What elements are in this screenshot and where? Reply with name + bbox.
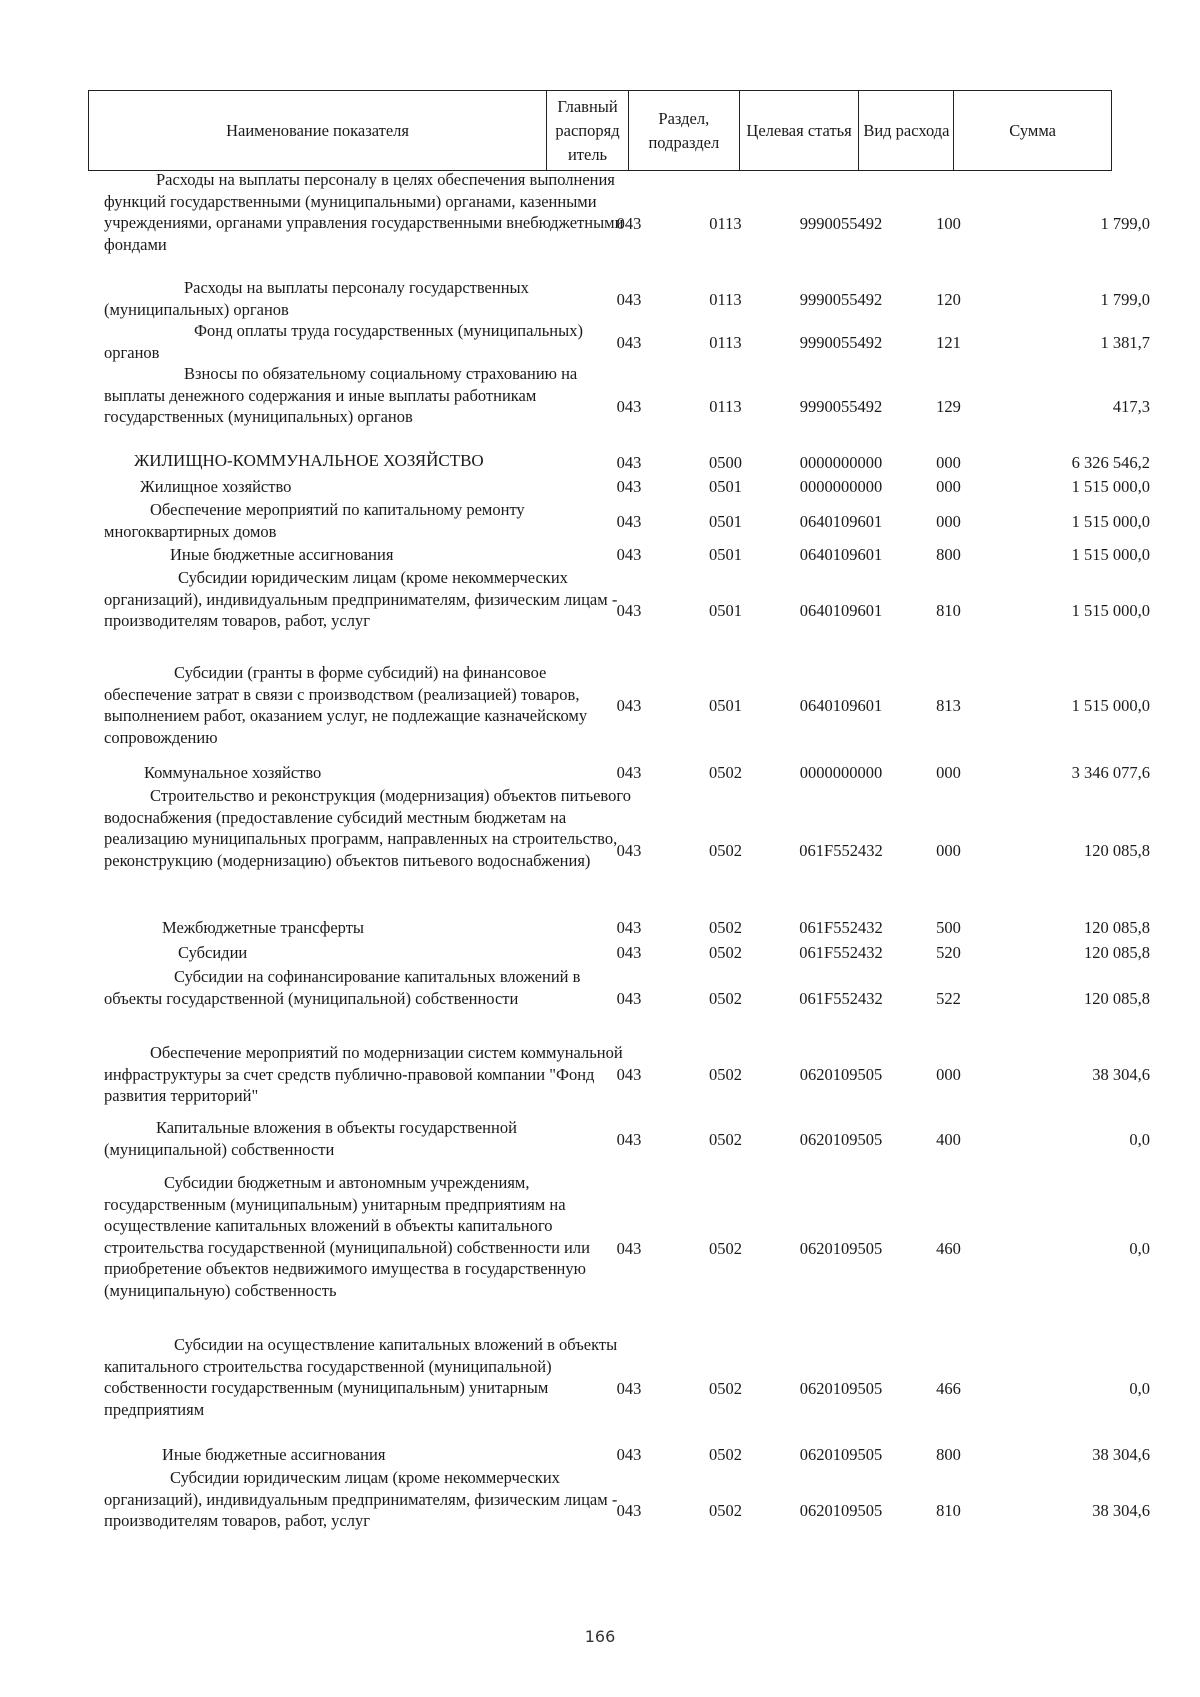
table-row	[88, 1172, 1150, 1326]
table-row	[88, 363, 1150, 451]
row-main-manager: 043	[616, 943, 642, 962]
row-sum: 38 304,6	[1092, 1065, 1150, 1084]
row-section: 0502	[709, 1379, 742, 1398]
table-row	[88, 277, 1150, 321]
row-type: 000	[936, 512, 961, 531]
row-sum: 38 304,6	[1092, 1445, 1150, 1464]
row-target: 0620109505	[799, 1130, 883, 1149]
row-main-manager: 043	[616, 1065, 642, 1084]
row-main-manager: 043	[616, 1501, 642, 1520]
row-main-manager: 043	[616, 453, 642, 472]
row-sum: 0,0	[1129, 1130, 1150, 1149]
row-section: 0501	[709, 601, 742, 620]
row-main-manager: 043	[616, 1130, 642, 1149]
row-sum: 120 085,8	[1084, 943, 1150, 962]
row-name: Субсидии	[178, 943, 248, 962]
row-name: Субсидии на осуществление капитальных вложений в объекты капитального строительства государственной (муниципальной) собственности государственным (муниципальным) унитарным предприятиям	[104, 1335, 618, 1419]
header-type: Вид расхода	[858, 91, 953, 170]
row-main-manager: 043	[616, 696, 642, 715]
row-target: 0640109601	[799, 545, 883, 564]
row-section: 0501	[709, 512, 742, 531]
row-main-manager: 043	[616, 333, 642, 352]
row-name: Обеспечение мероприятий по капитальному ремонту многоквартирных домов	[104, 500, 525, 541]
row-type: 000	[936, 841, 961, 860]
row-section: 0502	[709, 1130, 742, 1149]
row-target: 9990055492	[799, 397, 883, 416]
row-main-manager: 043	[616, 918, 642, 937]
row-section: 0501	[709, 477, 742, 496]
header-section: Раздел, подраздел	[628, 91, 739, 170]
row-target: 0640109601	[799, 601, 883, 620]
table-row	[88, 917, 1150, 941]
row-type: 100	[936, 214, 961, 233]
row-section: 0113	[709, 214, 742, 233]
row-name: Субсидии бюджетным и автономным учреждениям, государственным (муниципальным) унитарным предприятиям на осуществление капитальных вложений в объекты капитального строительства государственной (муниципальной) собственности или приобретение объектов недвижимого имущества в государственную (муниципальную) собственность	[104, 1173, 590, 1300]
row-name: Жилищное хозяйство	[140, 477, 292, 496]
row-sum: 3 346 077,6	[1071, 763, 1150, 782]
row-sum: 1 515 000,0	[1071, 477, 1150, 496]
row-main-manager: 043	[616, 397, 642, 416]
row-section: 0502	[709, 943, 742, 962]
header-sum: Сумма	[953, 91, 1111, 170]
row-type: 120	[936, 290, 961, 309]
table-row	[88, 1117, 1150, 1161]
row-target: 061F552432	[799, 989, 883, 1008]
row-section: 0502	[709, 918, 742, 937]
table-row	[88, 1042, 1150, 1108]
row-name: Расходы на выплаты персоналу государственных (муниципальных) органов	[104, 278, 529, 319]
row-target: 0620109505	[799, 1379, 883, 1398]
row-section: 0500	[709, 453, 742, 472]
table-row	[88, 1467, 1150, 1555]
row-main-manager: 043	[616, 1445, 642, 1464]
row-type: 466	[936, 1379, 961, 1398]
row-sum: 120 085,8	[1084, 841, 1150, 860]
row-main-manager: 043	[616, 477, 642, 496]
row-target: 061F552432	[799, 918, 883, 937]
table-row	[88, 320, 1150, 364]
table-row	[88, 785, 1150, 917]
row-name: ЖИЛИЩНО-КОММУНАЛЬНОЕ ХОЗЯЙСТВО	[134, 451, 484, 470]
row-sum: 1 515 000,0	[1071, 696, 1150, 715]
row-section: 0502	[709, 1239, 742, 1258]
row-name: Субсидии юридическим лицам (кроме некоммерческих организаций), индивидуальным предпринимателям, физическим лицам - производителям товаров, работ, услуг	[104, 568, 618, 631]
row-sum: 1 799,0	[1100, 214, 1150, 233]
row-name: Обеспечение мероприятий по модернизации систем коммунальной инфраструктуры за счет средств публично-правовой компании "Фонд развития территорий"	[104, 1043, 623, 1106]
row-main-manager: 043	[616, 545, 642, 564]
row-target: 9990055492	[799, 333, 883, 352]
row-target: 0620109505	[799, 1239, 883, 1258]
row-type: 810	[936, 601, 961, 620]
row-type: 129	[936, 397, 961, 416]
row-sum: 1 515 000,0	[1071, 545, 1150, 564]
table-row	[88, 942, 1150, 966]
row-main-manager: 043	[616, 763, 642, 782]
table-row	[88, 762, 1150, 786]
table-row	[88, 1334, 1150, 1444]
table-row	[88, 476, 1150, 500]
table-row	[88, 966, 1150, 1032]
row-target: 0000000000	[799, 763, 883, 782]
row-name: Иные бюджетные ассигнования	[162, 1445, 386, 1464]
row-target: 0640109601	[799, 696, 883, 715]
table-row	[88, 169, 1150, 279]
row-main-manager: 043	[616, 989, 642, 1008]
row-name: Субсидии (гранты в форме субсидий) на финансовое обеспечение затрат в связи с производством (реализацией) товаров, выполнением работ, оказанием услуг, не подлежащие казначейскому сопровождению	[104, 663, 588, 747]
row-target: 061F552432	[799, 943, 883, 962]
row-sum: 417,3	[1112, 397, 1150, 416]
header-name: Наименование показателя	[226, 120, 409, 140]
row-type: 520	[936, 943, 961, 962]
row-sum: 0,0	[1129, 1239, 1150, 1258]
header-target: Целевая статья	[739, 91, 859, 170]
row-section: 0113	[709, 290, 742, 309]
row-type: 400	[936, 1130, 961, 1149]
row-sum: 1 381,7	[1100, 333, 1150, 352]
row-main-manager: 043	[616, 601, 642, 620]
row-type: 800	[936, 545, 961, 564]
row-target: 061F552432	[799, 841, 883, 860]
table-row	[88, 450, 1150, 474]
row-main-manager: 043	[616, 841, 642, 860]
table-row	[88, 544, 1150, 568]
row-name: Иные бюджетные ассигнования	[170, 545, 394, 564]
row-section: 0501	[709, 545, 742, 564]
row-section: 0501	[709, 696, 742, 715]
row-type: 000	[936, 763, 961, 782]
row-section: 0502	[709, 841, 742, 860]
row-target: 9990055492	[799, 214, 883, 233]
row-name: Межбюджетные трансферты	[162, 918, 365, 937]
page-number: 166	[584, 1627, 616, 1646]
row-target: 0620109505	[799, 1501, 883, 1520]
row-type: 800	[936, 1445, 961, 1464]
row-name: Расходы на выплаты персоналу в целях обеспечения выполнения функций государственными (муниципальными) органами, казенными учреждениями, органами управления государственными внебюджетными фондами	[104, 170, 624, 254]
row-target: 9990055492	[799, 290, 883, 309]
row-section: 0502	[709, 763, 742, 782]
row-section: 0113	[709, 333, 742, 352]
row-sum: 0,0	[1129, 1379, 1150, 1398]
row-section: 0502	[709, 1501, 742, 1520]
row-section: 0502	[709, 989, 742, 1008]
row-target: 0620109505	[799, 1445, 883, 1464]
table-header	[88, 90, 1112, 171]
row-sum: 120 085,8	[1084, 918, 1150, 937]
row-target: 0000000000	[799, 477, 883, 496]
row-name: Строительство и реконструкция (модернизация) объектов питьевого водоснабжения (предоставление субсидий местным бюджетам на реализацию муниципальных программ, направленных на строительство, реконструкцию (модернизацию) объектов питьевого водоснабжения)	[104, 786, 631, 870]
row-section: 0502	[709, 1445, 742, 1464]
row-type: 121	[936, 333, 961, 352]
row-target: 0000000000	[799, 453, 883, 472]
row-name: Фонд оплаты труда государственных (муниципальных) органов	[104, 321, 583, 362]
row-sum: 1 799,0	[1100, 290, 1150, 309]
table-row	[88, 1444, 1150, 1468]
row-type: 500	[936, 918, 961, 937]
row-type: 813	[936, 696, 961, 715]
row-main-manager: 043	[616, 214, 642, 233]
header-main-manager: Главный распоряд итель	[546, 91, 628, 170]
table-row	[88, 567, 1150, 655]
row-name: Субсидии на софинансирование капитальных вложений в объекты государственной (муниципальной) собственности	[104, 967, 581, 1008]
row-type: 000	[936, 477, 961, 496]
row-target: 0620109505	[799, 1065, 883, 1084]
row-target: 0640109601	[799, 512, 883, 531]
row-sum: 6 326 546,2	[1071, 453, 1150, 472]
table-row	[88, 499, 1150, 543]
row-name: Взносы по обязательному социальному страхованию на выплаты денежного содержания и иные выплаты работникам государственных (муниципальных) органов	[104, 364, 578, 427]
row-section: 0502	[709, 1065, 742, 1084]
row-name: Капитальные вложения в объекты государственной (муниципальной) собственности	[104, 1118, 517, 1159]
row-type: 000	[936, 453, 961, 472]
row-type: 522	[936, 989, 961, 1008]
row-sum: 1 515 000,0	[1071, 601, 1150, 620]
row-name: Коммунальное хозяйство	[144, 763, 322, 782]
row-section: 0113	[709, 397, 742, 416]
row-main-manager: 043	[616, 1239, 642, 1258]
table-row	[88, 662, 1150, 750]
row-main-manager: 043	[616, 290, 642, 309]
row-type: 810	[936, 1501, 961, 1520]
row-sum: 38 304,6	[1092, 1501, 1150, 1520]
row-name: Субсидии юридическим лицам (кроме некоммерческих организаций), индивидуальным предпринимателям, физическим лицам - производителям товаров, работ, услуг	[104, 1468, 618, 1531]
row-sum: 120 085,8	[1084, 989, 1150, 1008]
row-type: 000	[936, 1065, 961, 1084]
row-main-manager: 043	[616, 512, 642, 531]
row-type: 460	[936, 1239, 961, 1258]
row-main-manager: 043	[616, 1379, 642, 1398]
row-sum: 1 515 000,0	[1071, 512, 1150, 531]
